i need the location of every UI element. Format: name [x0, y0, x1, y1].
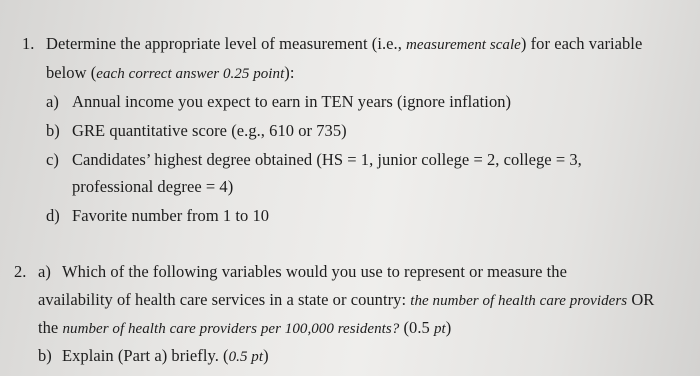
question-1-item-b: b) [46, 121, 60, 140]
question-2-part-b-label: b) [38, 346, 52, 365]
question-2-line-1: Which of the following variables would you use to represent or measure the [62, 262, 567, 281]
question-1-item-a-text: Annual income you expect to earn in TEN years (ignore inflation) [72, 92, 512, 111]
health-care-providers-term: the number of health care providers [410, 293, 628, 309]
part-b-points: 0.5 pt [228, 349, 264, 365]
measurement-scale-term: measurement scale [406, 37, 521, 53]
points-note: each correct answer 0.25 point [96, 66, 285, 82]
providers-per-residents-term: number of health care providers per 100,000 residents? [62, 321, 400, 337]
question-1-item-c-text-cont: professional degree = 4) [72, 177, 234, 196]
question-2-line-3: the number of health care providers per 100,000 residents? (0.5 pt) [38, 318, 452, 337]
question-2-number: 2. [14, 262, 27, 281]
question-1-prompt-line-2: below (each correct answer 0.25 point): [46, 63, 295, 82]
question-1-number: 1. [22, 34, 35, 53]
question-1-prompt-line-1: Determine the appropriate level of measurement (i.e., measurement scale) for each variable [46, 34, 643, 53]
question-2-part-a-label: a) [38, 262, 51, 281]
question-2-line-2: availability of health care services in a state or country: the number of health care providers OR [38, 290, 655, 309]
question-1-item-b-text: GRE quantitative score (e.g., 610 or 735) [72, 121, 347, 140]
question-1-item-c: c) [46, 150, 59, 169]
question-1-item-d: d) [46, 206, 60, 225]
question-1-item-a: a) [46, 92, 59, 111]
question-1-item-d-text: Favorite number from 1 to 10 [72, 206, 270, 225]
question-1-item-c-text: Candidates’ highest degree obtained (HS = 1, junior college = 2, college = 3, [72, 150, 582, 169]
question-2-line-4: Explain (Part a) briefly. (0.5 pt) [62, 346, 269, 365]
